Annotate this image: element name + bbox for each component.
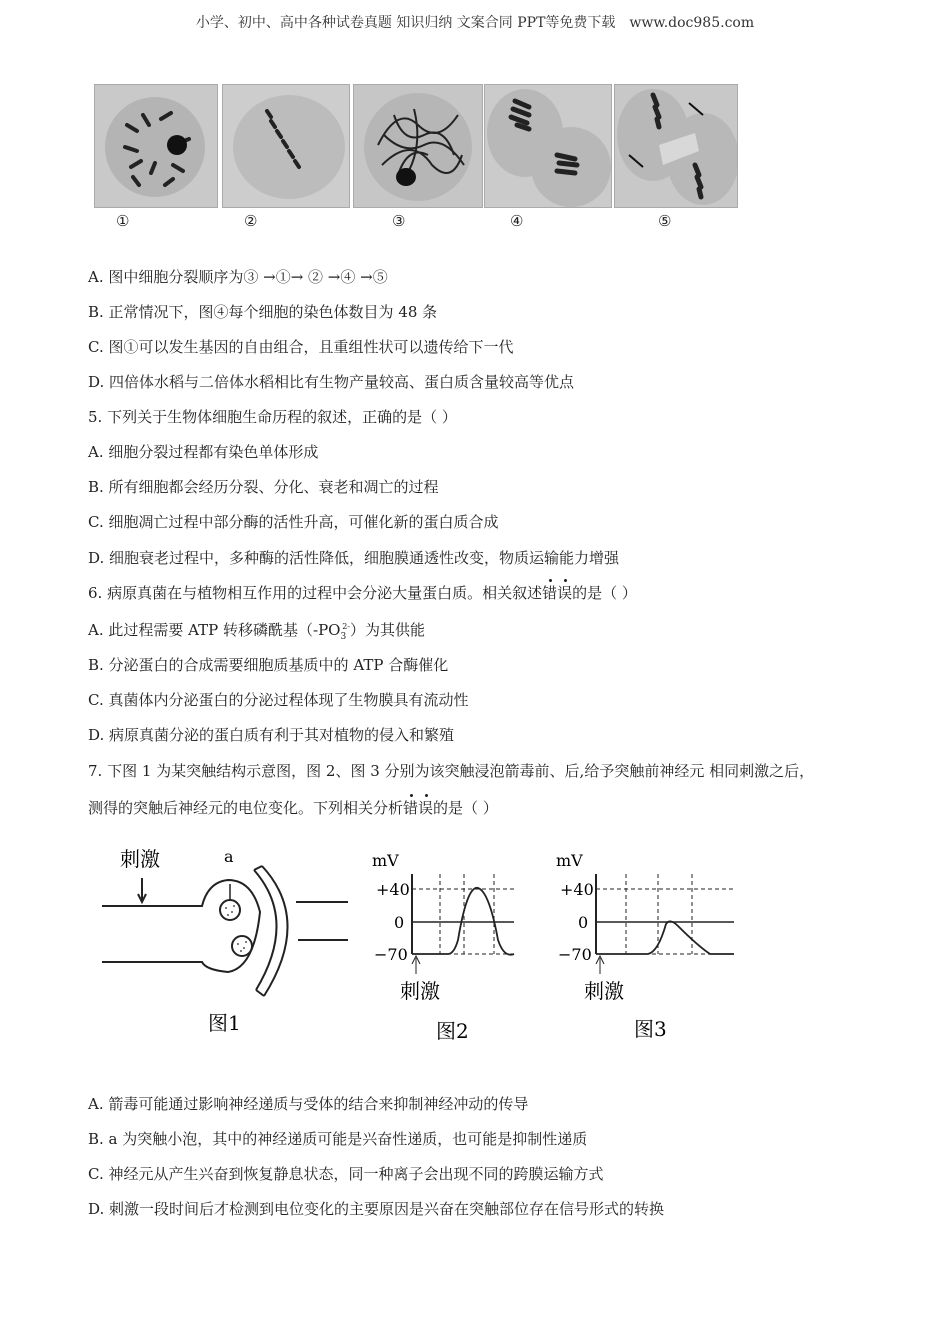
q7-option-b: B. a 为突触小泡，其中的神经递质可能是兴奋性递质，也可能是抑制性递质 (88, 1130, 588, 1148)
fig2-graph (412, 874, 514, 974)
q6-stem-post: 的是（ ） (572, 584, 637, 602)
fig3-stim-label: 刺激 (584, 979, 624, 1003)
fig2-tick-70: −70 (374, 945, 408, 964)
q7-stem-line1: 7. 下图 1 为某突触结构示意图，图 2、图 3 分别为该突触浸泡箭毒前、后,给予突触前神经元 相同刺激之后， (88, 762, 815, 780)
fig2-tick-40: +40 (376, 880, 410, 899)
fig2-unit: mV (372, 851, 399, 870)
micrograph-4 (484, 84, 612, 208)
q4-option-d: D. 四倍体水稻与二倍体水稻相比有生物产量较高、蛋白质含量较高等优点 (88, 373, 575, 391)
q6-emph-2: 误 (557, 584, 573, 602)
q6-option-c: C. 真菌体内分泌蛋白的分泌过程体现了生物膜具有流动性 (88, 691, 469, 709)
micrograph-1 (94, 84, 218, 208)
micrograph-label-5: ⑤ (658, 212, 672, 230)
fig2-caption: 图2 (436, 1019, 469, 1043)
micrograph-label-1: ① (116, 212, 130, 230)
q4-option-b: B. 正常情况下，图④每个细胞的染色体数目为 48 条 (88, 303, 438, 321)
q6-a-sub: 3 (340, 632, 347, 642)
fig2-tick-0: 0 (394, 913, 405, 932)
q6-a-post: ）为其供能 (350, 621, 426, 639)
q7-emph-2: 误 (418, 799, 434, 817)
q6-stem (88, 582, 637, 603)
micrograph-labels (94, 212, 738, 236)
q4-option-a: A. 图中细胞分裂顺序为③ →①→ ② →④ →⑤ (88, 268, 388, 286)
micrograph-label-3: ③ (392, 212, 406, 230)
q6-a-sup: 2- (342, 622, 351, 631)
fig1-stim-label: 刺激 (120, 847, 160, 871)
q6-emph-1: 错 (542, 584, 558, 602)
fig3-unit: mV (556, 851, 583, 870)
q6-option-b: B. 分泌蛋白的合成需要细胞质基质中的 ATP 合酶催化 (88, 656, 449, 674)
micrograph-5 (614, 84, 738, 208)
q5-option-d: D. 细胞衰老过程中，多种酶的活性降低，细胞膜通透性改变，物质运输能力增强 (88, 549, 620, 567)
fig3-tick-70: −70 (558, 945, 592, 964)
synapse-figure (98, 840, 748, 1050)
fig2-stim-label: 刺激 (400, 979, 440, 1003)
micrograph-2 (222, 84, 350, 208)
header-text: 小学、初中、高中各种试卷真题 知识归纳 文案合同 PPT等免费下载 (195, 15, 616, 31)
fig3-graph (596, 874, 734, 974)
q6-stem-pre: 6. 病原真菌在与植物相互作用的过程中会分泌大量蛋白质。相关叙述 (88, 584, 543, 602)
q7-stem-pre: 测得的突触后神经元的电位变化。下列相关分析 (88, 799, 404, 817)
micrograph-row (94, 84, 738, 208)
page-header (0, 12, 950, 32)
q7-stem-line2 (88, 797, 498, 818)
q6-a-pre: A. 此过程需要 ATP 转移磷酰基（-PO (88, 621, 341, 639)
micrograph-label-2: ② (244, 212, 258, 230)
fig3-caption: 图3 (634, 1017, 667, 1041)
micrograph-3 (353, 84, 483, 208)
q6-option-a (88, 619, 425, 642)
fig1-a-label: a (224, 847, 234, 866)
q5-stem: 5. 下列关于生物体细胞生命历程的叙述，正确的是（ ） (88, 408, 457, 426)
q7-stem-post: 的是（ ） (433, 799, 498, 817)
q7-option-d: D. 刺激一段时间后才检测到电位变化的主要原因是兴奋在突触部位存在信号形式的转换 (88, 1200, 665, 1218)
q6-option-d: D. 病原真菌分泌的蛋白质有利于其对植物的侵入和繁殖 (88, 726, 455, 744)
q7-option-a: A. 箭毒可能通过影响神经递质与受体的结合来抑制神经冲动的传导 (88, 1095, 529, 1113)
q5-option-a: A. 细胞分裂过程都有染色单体形成 (88, 443, 319, 461)
fig1-synapse (102, 866, 348, 996)
q7-emph-1: 错 (403, 799, 419, 817)
header-site: www.doc985.com (629, 15, 755, 31)
fig3-tick-0: 0 (578, 913, 589, 932)
q7-option-c: C. 神经元从产生兴奋到恢复静息状态，同一种离子会出现不同的跨膜运输方式 (88, 1165, 604, 1183)
micrograph-label-4: ④ (510, 212, 524, 230)
q5-option-c: C. 细胞凋亡过程中部分酶的活性升高，可催化新的蛋白质合成 (88, 513, 499, 531)
q4-option-c: C. 图①可以发生基因的自由组合，且重组性状可以遗传给下一代 (88, 338, 514, 356)
q5-option-b: B. 所有细胞都会经历分裂、分化、衰老和凋亡的过程 (88, 478, 439, 496)
fig1-caption: 图1 (208, 1011, 241, 1035)
fig3-tick-40: +40 (560, 880, 594, 899)
